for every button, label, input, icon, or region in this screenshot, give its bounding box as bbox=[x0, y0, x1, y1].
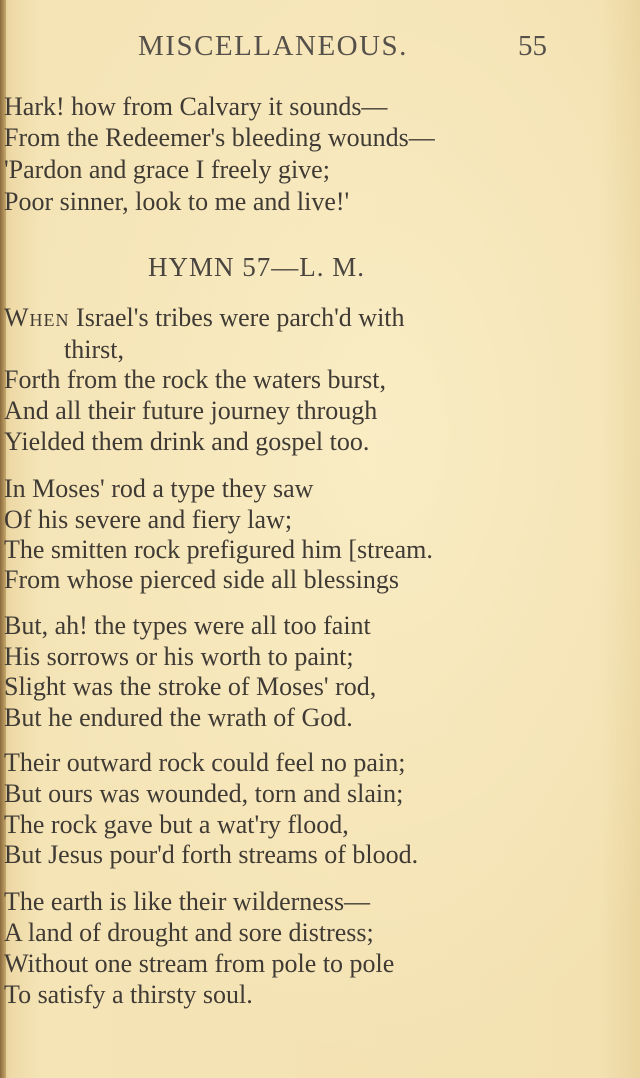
verse-line: From the Redeemer's bleeding wounds— bbox=[4, 123, 435, 152]
verse-line: His sorrows or his worth to paint; bbox=[4, 642, 354, 671]
verse-line: Without one stream from pole to pole bbox=[4, 949, 395, 978]
verse-line: Their outward rock could feel no pain; bbox=[4, 748, 406, 777]
verse-line: Of his severe and fiery law; bbox=[4, 505, 293, 534]
verse-line: But Jesus pour'd forth streams of blood. bbox=[4, 840, 419, 869]
verse-line: But ours was wounded, torn and slain; bbox=[4, 779, 404, 808]
verse-line: The smitten rock prefigured him [stream. bbox=[4, 535, 433, 564]
verse-line: Poor sinner, look to me and live!' bbox=[4, 187, 350, 216]
verse-line: And all their future journey through bbox=[4, 396, 378, 425]
verse-line: In Moses' rod a type they saw bbox=[4, 474, 314, 503]
verse-line: 'Pardon and grace I freely give; bbox=[4, 155, 330, 184]
verse-line: But he endured the wrath of God. bbox=[4, 703, 353, 732]
verse-line: But, ah! the types were all too faint bbox=[4, 611, 371, 640]
verse-line: A land of drought and sore distress; bbox=[4, 918, 374, 947]
running-head: MISCELLANEOUS. bbox=[138, 30, 408, 62]
verse-line: The earth is like their wilderness— bbox=[4, 887, 371, 916]
first-line-rest: Israel's tribes were parch'd with bbox=[69, 303, 405, 332]
page-number: 55 bbox=[518, 30, 547, 62]
verse-line: From whose pierced side all blessings bbox=[4, 565, 399, 594]
verse-line: Yielded them drink and gospel too. bbox=[4, 427, 370, 456]
verse-line: Slight was the stroke of Moses' rod, bbox=[4, 672, 377, 701]
verse-line: Forth from the rock the waters burst, bbox=[4, 365, 386, 394]
verse-line: Hark! how from Calvary it sounds— bbox=[4, 92, 388, 121]
verse-line: To satisfy a thirsty soul. bbox=[4, 980, 253, 1009]
verse-line: The rock gave but a wat'ry flood, bbox=[4, 810, 349, 839]
hymn-title: HYMN 57—L. M. bbox=[148, 252, 366, 282]
verse-line: thirst, bbox=[64, 335, 124, 364]
first-word: When bbox=[4, 303, 70, 332]
verse-line-first bbox=[4, 303, 405, 333]
